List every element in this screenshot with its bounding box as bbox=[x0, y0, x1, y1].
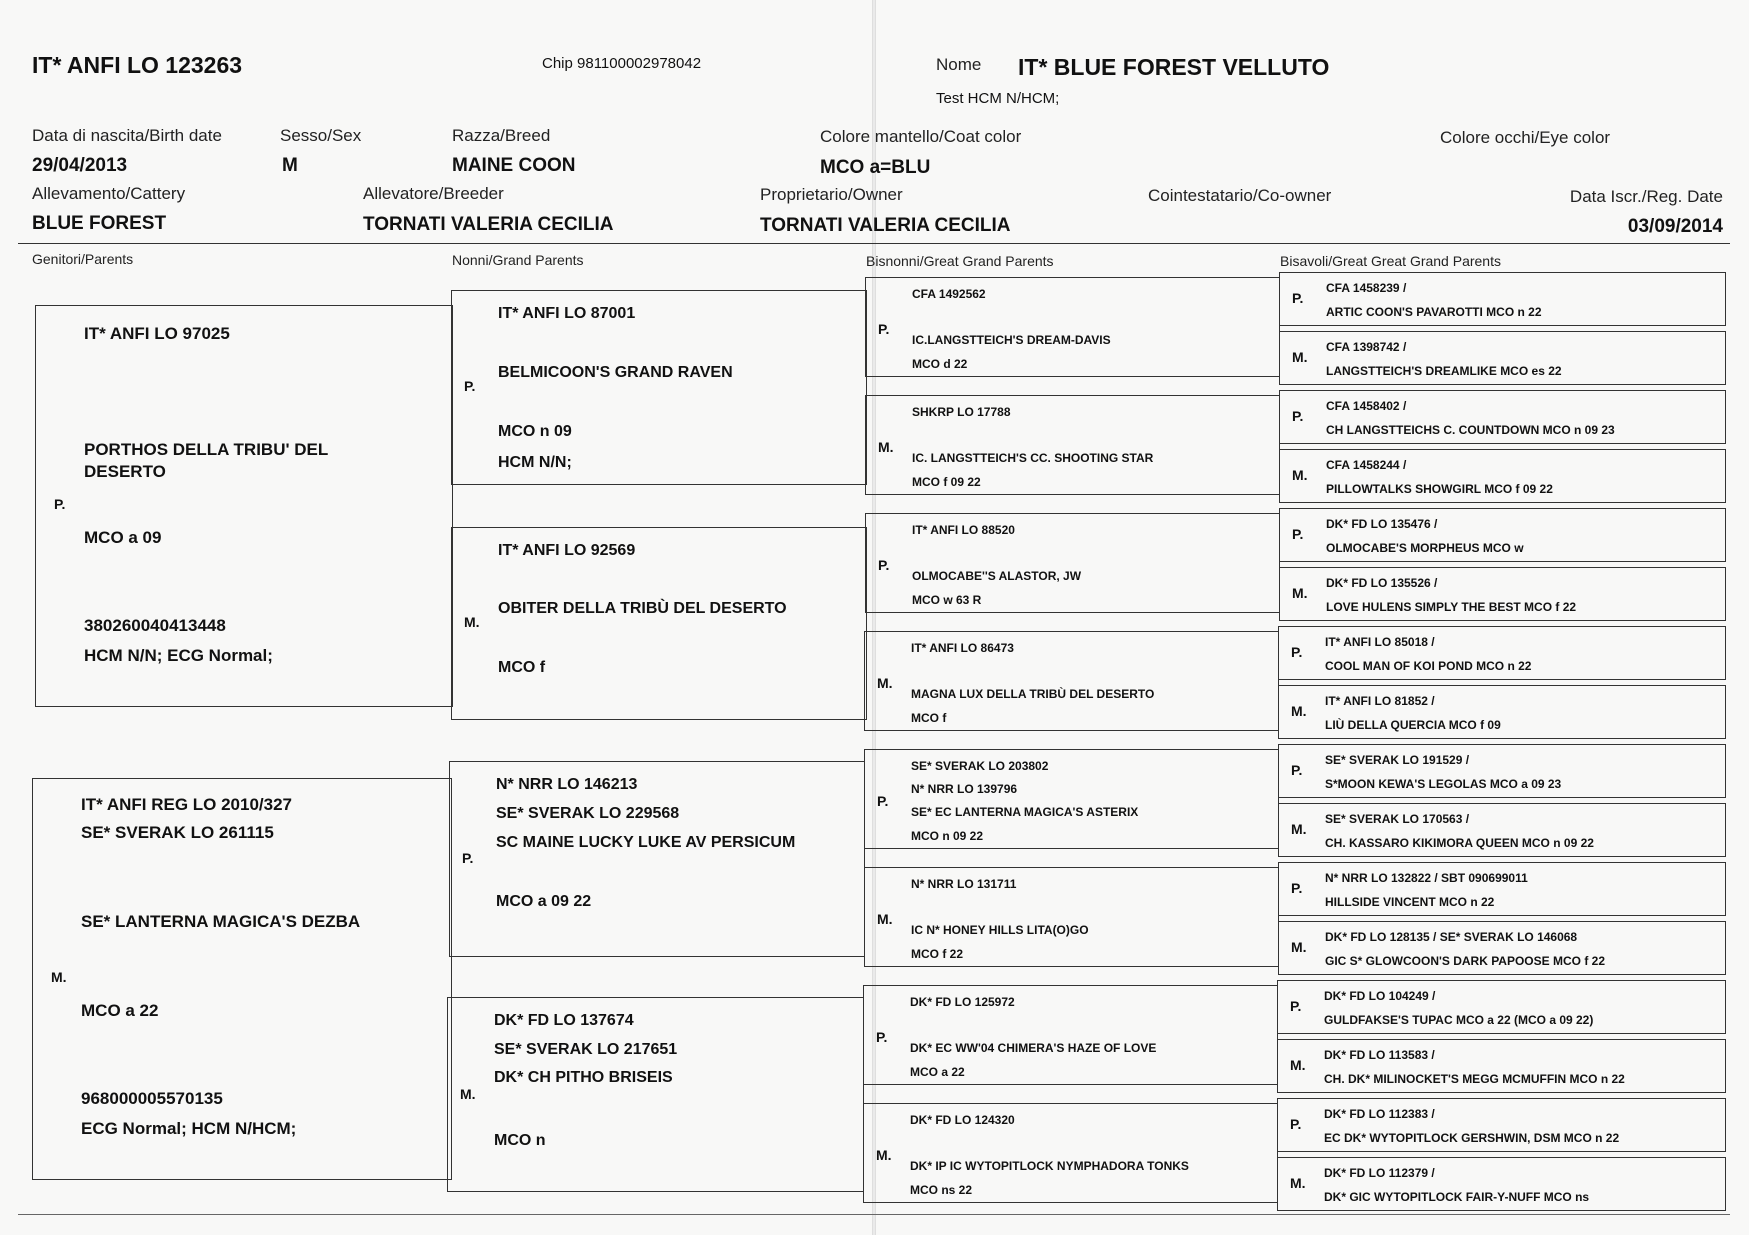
ggg-sex-marker: M. bbox=[1291, 939, 1307, 955]
reg-date-label: Data Iscr./Reg. Date bbox=[1569, 187, 1723, 206]
ggg-sex-marker: P. bbox=[1292, 526, 1304, 542]
ggp-reg-1: SE* SVERAK LO 203802 bbox=[911, 759, 1049, 773]
great-grandparent-box bbox=[865, 395, 1280, 495]
ggg-reg: CFA 1458244 / bbox=[1326, 458, 1407, 472]
ggg-sex-marker: M. bbox=[1290, 1175, 1306, 1191]
grandparent-color: MCO n 09 bbox=[498, 423, 572, 440]
ggg-name: LANGSTTEICH'S DREAMLIKE MCO es 22 bbox=[1326, 364, 1562, 378]
coat-color: MCO a=BLU bbox=[820, 157, 931, 178]
ggg-sex-marker: P. bbox=[1292, 290, 1304, 306]
great-great-grandparents-header: Bisavoli/Great Great Grand Parents bbox=[1280, 253, 1501, 269]
ggp-reg-1: DK* FD LO 125972 bbox=[910, 995, 1015, 1009]
great-grandparent-box bbox=[865, 513, 1280, 613]
grandparent-name: DK* CH PITHO BRISEIS bbox=[494, 1069, 673, 1086]
ggg-reg: DK* FD LO 135526 / bbox=[1326, 576, 1438, 590]
ggg-box bbox=[1277, 1157, 1726, 1211]
ggg-box bbox=[1278, 921, 1726, 975]
ggg-sex-marker: P. bbox=[1291, 762, 1303, 778]
sex-value: M bbox=[282, 155, 298, 176]
grandparent-color: MCO f bbox=[498, 659, 546, 676]
parents-header: Genitori/Parents bbox=[32, 251, 134, 267]
parent-reg-1: IT* ANFI REG LO 2010/327 bbox=[81, 795, 292, 814]
great-grandparent-box bbox=[863, 1103, 1278, 1203]
grandparent-sex-marker: P. bbox=[462, 850, 474, 866]
ggp-color: MCO f 22 bbox=[911, 947, 964, 961]
grandparent-reg-1: IT* ANFI LO 87001 bbox=[498, 305, 636, 322]
ggg-sex-marker: M. bbox=[1292, 467, 1308, 483]
ggg-box bbox=[1278, 626, 1726, 680]
ggg-name: ARTIC COON'S PAVAROTTI MCO n 22 bbox=[1326, 305, 1542, 319]
parent-sire bbox=[35, 305, 453, 707]
header-divider bbox=[18, 243, 1730, 244]
ggp-reg-1: IT* ANFI LO 88520 bbox=[912, 523, 1015, 537]
ggg-reg: DK* FD LO 113583 / bbox=[1324, 1048, 1435, 1062]
ggg-box bbox=[1278, 744, 1726, 798]
grandparent-name: SC MAINE LUCKY LUKE AV PERSICUM bbox=[496, 834, 796, 851]
coat-color-label: Colore mantello/Coat color bbox=[820, 127, 1022, 146]
ggp-reg-1: CFA 1492562 bbox=[912, 287, 986, 301]
ggg-reg: DK* FD LO 112383 / bbox=[1324, 1107, 1435, 1121]
ggg-reg: CFA 1458402 / bbox=[1326, 399, 1407, 413]
ggg-box bbox=[1277, 1098, 1726, 1152]
ggg-reg: CFA 1458239 / bbox=[1326, 281, 1407, 295]
ggp-sex-marker: P. bbox=[878, 321, 890, 337]
ggg-name: PILLOWTALKS SHOWGIRL MCO f 09 22 bbox=[1326, 482, 1553, 496]
ggg-name: S*MOON KEWA'S LEGOLAS MCO a 09 23 bbox=[1325, 777, 1562, 791]
grandparent-name: BELMICOON'S GRAND RAVEN bbox=[498, 364, 733, 381]
owner-label: Proprietario/Owner bbox=[760, 185, 903, 204]
ggg-reg: CFA 1398742 / bbox=[1326, 340, 1407, 354]
ggg-reg: DK* FD LO 104249 / bbox=[1324, 989, 1436, 1003]
ggg-box bbox=[1279, 508, 1726, 562]
grandparent-sex-marker: M. bbox=[460, 1086, 476, 1102]
grandparent-name: OBITER DELLA TRIBÙ DEL DESERTO bbox=[498, 600, 787, 617]
ggg-box bbox=[1279, 567, 1726, 621]
ggg-box bbox=[1279, 331, 1726, 385]
ggp-name: IC. LANGSTTEICH'S CC. SHOOTING STAR bbox=[912, 451, 1154, 465]
ggp-reg-1: IT* ANFI LO 86473 bbox=[911, 641, 1014, 655]
grandparent-box bbox=[451, 527, 867, 720]
birth-date: 29/04/2013 bbox=[32, 155, 128, 176]
ggp-name: DK* IP IC WYTOPITLOCK NYMPHADORA TONKS bbox=[910, 1159, 1189, 1173]
parent-name: PORTHOS DELLA TRIBU' DEL DESERTO bbox=[84, 440, 328, 481]
owner-value: TORNATI VALERIA CECILIA bbox=[760, 215, 1011, 236]
ggg-box bbox=[1277, 980, 1726, 1034]
great-grandparent-box bbox=[864, 631, 1279, 731]
grandparent-color: MCO n bbox=[494, 1132, 546, 1149]
ggg-name: LOVE HULENS SIMPLY THE BEST MCO f 22 bbox=[1326, 600, 1577, 614]
footer-divider bbox=[18, 1214, 1730, 1215]
grandparent-tests: HCM N/N; bbox=[498, 454, 572, 471]
ggg-box bbox=[1278, 862, 1726, 916]
ggg-name: CH. KASSARO KIKIMORA QUEEN MCO n 09 22 bbox=[1325, 836, 1594, 850]
ggg-sex-marker: M. bbox=[1291, 703, 1307, 719]
ggg-reg: IT* ANFI LO 85018 / bbox=[1325, 635, 1435, 649]
ggg-name: CH. DK* MILINOCKET'S MEGG MCMUFFIN MCO n 22 bbox=[1324, 1072, 1625, 1086]
ggp-name: DK* EC WW'04 CHIMERA'S HAZE OF LOVE bbox=[910, 1041, 1157, 1055]
grandparent-reg-1: N* NRR LO 146213 bbox=[496, 776, 638, 793]
coowner-label: Cointestatario/Co-owner bbox=[1148, 186, 1332, 205]
ggg-reg: SE* SVERAK LO 170563 / bbox=[1325, 812, 1470, 826]
ggp-sex-marker: P. bbox=[877, 793, 889, 809]
ggg-sex-marker: P. bbox=[1291, 644, 1303, 660]
ggp-name: SE* EC LANTERNA MAGICA'S ASTERIX bbox=[911, 805, 1139, 819]
ggp-sex-marker: M. bbox=[876, 1147, 892, 1163]
parent-reg-2: SE* SVERAK LO 261115 bbox=[81, 823, 274, 842]
chip-number: Chip 981100002978042 bbox=[542, 55, 702, 72]
ggp-name: IC.LANGSTTEICH'S DREAM-DAVIS bbox=[912, 333, 1111, 347]
grandparent-reg-1: IT* ANFI LO 92569 bbox=[498, 542, 636, 559]
ggp-color: MCO n 09 22 bbox=[911, 829, 984, 843]
ggg-name: LIÙ DELLA QUERCIA MCO f 09 bbox=[1325, 718, 1501, 732]
cattery-label: Allevamento/Cattery bbox=[32, 184, 186, 203]
breeder-label: Allevatore/Breeder bbox=[363, 184, 504, 203]
breed-label: Razza/Breed bbox=[452, 126, 551, 145]
ggg-reg: IT* ANFI LO 81852 / bbox=[1325, 694, 1435, 708]
ggg-reg: SE* SVERAK LO 191529 / bbox=[1325, 753, 1470, 767]
grandparent-sex-marker: P. bbox=[464, 378, 476, 394]
ggg-reg: DK* FD LO 128135 / SE* SVERAK LO 146068 bbox=[1325, 930, 1578, 944]
ggp-color: MCO f 09 22 bbox=[912, 475, 981, 489]
ggp-color: MCO d 22 bbox=[912, 357, 968, 371]
sex-label: Sesso/Sex bbox=[280, 126, 362, 145]
ggg-box bbox=[1279, 272, 1726, 326]
parent-name: SE* LANTERNA MAGICA'S DEZBA bbox=[81, 912, 361, 931]
grandparent-color: MCO a 09 22 bbox=[496, 893, 592, 910]
ggg-name: OLMOCABE'S MORPHEUS MCO w bbox=[1326, 541, 1524, 555]
ggp-color: MCO a 22 bbox=[910, 1065, 965, 1079]
ggg-box bbox=[1277, 1039, 1726, 1093]
cat-name: IT* BLUE FOREST VELLUTO bbox=[1018, 54, 1330, 80]
ggg-name: DK* GIC WYTOPITLOCK FAIR-Y-NUFF MCO ns bbox=[1324, 1190, 1590, 1204]
ggp-color: MCO ns 22 bbox=[910, 1183, 973, 1197]
ggg-name: EC DK* WYTOPITLOCK GERSHWIN, DSM MCO n 22 bbox=[1324, 1131, 1620, 1145]
ggg-box bbox=[1278, 803, 1726, 857]
parent-sex-marker: P. bbox=[54, 496, 66, 512]
ggg-sex-marker: P. bbox=[1290, 998, 1302, 1014]
great-grandparents-header: Bisnonni/Great Grand Parents bbox=[866, 253, 1054, 269]
ggp-name: MAGNA LUX DELLA TRIBÙ DEL DESERTO bbox=[911, 687, 1155, 701]
ggp-name: IC N* HONEY HILLS LITA(O)GO bbox=[911, 923, 1089, 937]
grandparents-header: Nonni/Grand Parents bbox=[452, 252, 584, 268]
breed-value: MAINE COON bbox=[452, 155, 576, 176]
ggp-reg-1: N* NRR LO 131711 bbox=[911, 877, 1017, 891]
breeder-value: TORNATI VALERIA CECILIA bbox=[363, 214, 614, 235]
parent-reg-1: IT* ANFI LO 97025 bbox=[84, 324, 230, 343]
great-grandparent-box bbox=[864, 867, 1279, 967]
reg-date: 03/09/2014 bbox=[1627, 216, 1723, 237]
birth-date-label: Data di nascita/Birth date bbox=[32, 126, 222, 145]
ggg-name: GULDFAKSE'S TUPAC MCO a 22 (MCO a 09 22) bbox=[1324, 1013, 1594, 1027]
parent-tests: HCM N/N; ECG Normal; bbox=[84, 646, 273, 665]
grandparent-reg-1: DK* FD LO 137674 bbox=[494, 1012, 634, 1029]
ggg-sex-marker: P. bbox=[1291, 880, 1303, 896]
name-label: Nome bbox=[936, 55, 982, 74]
registration-number: IT* ANFI LO 123263 bbox=[32, 52, 243, 78]
grandparent-sex-marker: M. bbox=[464, 614, 480, 630]
ggg-box bbox=[1279, 449, 1726, 503]
parent-color: MCO a 22 bbox=[81, 1001, 159, 1020]
ggg-name: GIC S* GLOWCOON'S DARK PAPOOSE MCO f 22 bbox=[1325, 954, 1605, 968]
parent-dam bbox=[32, 778, 452, 1180]
great-grandparent-box bbox=[865, 277, 1280, 377]
grandparent-reg-2: SE* SVERAK LO 229568 bbox=[496, 805, 680, 822]
ggp-color: MCO f bbox=[911, 711, 947, 725]
ggg-box bbox=[1278, 685, 1726, 739]
ggg-sex-marker: M. bbox=[1292, 349, 1308, 365]
ggp-sex-marker: M. bbox=[877, 675, 893, 691]
ggp-name: OLMOCABE''S ALASTOR, JW bbox=[912, 569, 1082, 583]
parent-tests: ECG Normal; HCM N/HCM; bbox=[81, 1119, 297, 1138]
ggp-sex-marker: P. bbox=[876, 1029, 888, 1045]
great-grandparent-box bbox=[864, 749, 1279, 849]
ggg-sex-marker: M. bbox=[1292, 585, 1308, 601]
ggp-sex-marker: M. bbox=[878, 439, 894, 455]
parent-chip: 380260040413448 bbox=[84, 616, 226, 635]
eye-color-label: Colore occhi/Eye color bbox=[1440, 128, 1611, 147]
ggg-reg: DK* FD LO 135476 / bbox=[1326, 517, 1438, 531]
ggg-sex-marker: P. bbox=[1292, 408, 1304, 424]
ggp-color: MCO w 63 R bbox=[912, 593, 982, 607]
test-result: Test HCM N/HCM; bbox=[936, 90, 1060, 107]
grandparent-box bbox=[447, 997, 864, 1192]
ggp-sex-marker: M. bbox=[877, 911, 893, 927]
great-grandparent-box bbox=[863, 985, 1278, 1085]
ggg-reg: N* NRR LO 132822 / SBT 090699011 bbox=[1325, 871, 1528, 885]
ggg-sex-marker: M. bbox=[1291, 821, 1307, 837]
ggp-sex-marker: P. bbox=[878, 557, 890, 573]
ggg-name: CH LANGSTTEICHS C. COUNTDOWN MCO n 09 23 bbox=[1326, 423, 1615, 437]
ggp-reg-1: DK* FD LO 124320 bbox=[910, 1113, 1015, 1127]
ggg-sex-marker: P. bbox=[1290, 1116, 1302, 1132]
grandparent-box bbox=[449, 761, 865, 957]
ggg-reg: DK* FD LO 112379 / bbox=[1324, 1166, 1435, 1180]
parent-sex-marker: M. bbox=[51, 969, 67, 985]
ggg-name: COOL MAN OF KOI POND MCO n 22 bbox=[1325, 659, 1532, 673]
cattery-value: BLUE FOREST bbox=[32, 213, 167, 234]
ggp-reg-2: N* NRR LO 139796 bbox=[911, 782, 1018, 796]
ggg-name: HILLSIDE VINCENT MCO n 22 bbox=[1325, 895, 1495, 909]
ggg-box bbox=[1279, 390, 1726, 444]
parent-color: MCO a 09 bbox=[84, 528, 162, 547]
ggg-sex-marker: M. bbox=[1290, 1057, 1306, 1073]
grandparent-reg-2: SE* SVERAK LO 217651 bbox=[494, 1041, 678, 1058]
grandparent-box bbox=[451, 290, 867, 485]
parent-chip: 968000005570135 bbox=[81, 1089, 223, 1108]
ggp-reg-1: SHKRP LO 17788 bbox=[912, 405, 1011, 419]
